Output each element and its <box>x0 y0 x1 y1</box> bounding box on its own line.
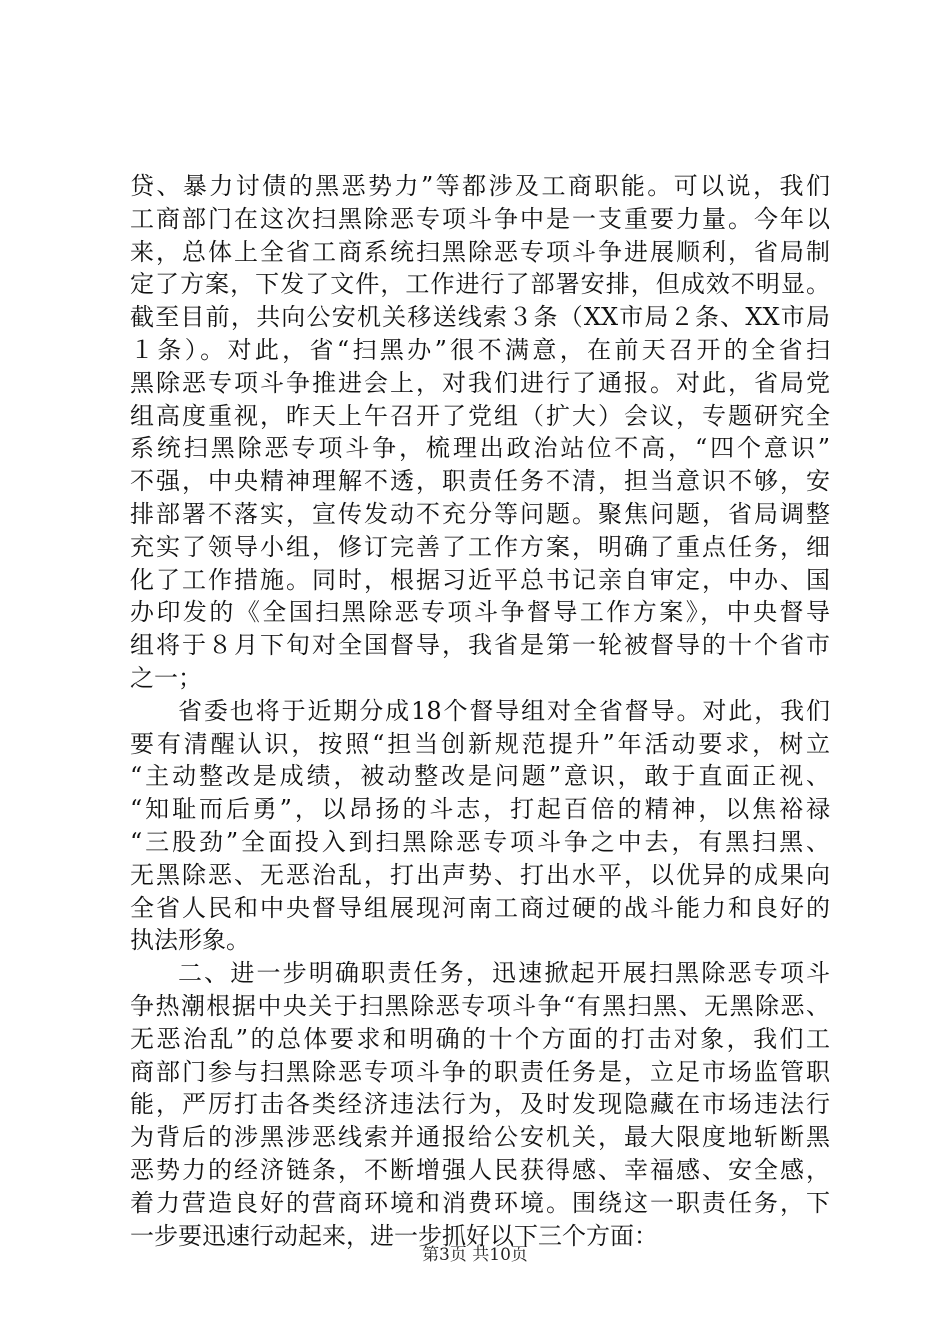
text-line: 贷、暴力讨债的黑恶势力”等都涉及工商职能。可以说，我们 <box>130 172 830 200</box>
text-line: 商部门参与扫黑除恶专项斗争的职责任务是，立足市场监管职 <box>130 1057 830 1086</box>
text-line: 工商部门在这次扫黑除恶专项斗争中是一支重要力量。今年以 <box>130 204 830 233</box>
text-line: 化了工作措施。同时，根据习近平总书记亲自审定，中办、国 <box>130 565 830 594</box>
text-line: 组将于８月下旬对全国督导，我省是第一轮被督导的十个省市 <box>130 631 830 660</box>
text-line: 办印发的《全国扫黑除恶专项斗争督导工作方案》，中央督导 <box>130 598 830 627</box>
text-line: 组高度重视，昨天上午召开了党组（扩大）会议，专题研究全 <box>130 401 830 430</box>
text-line: 要有清醒认识，按照“担当创新规范提升”年活动要求，树立 <box>130 729 830 758</box>
text-line: 之一； <box>130 663 202 692</box>
text-line: 全省人民和中央督导组展现河南工商过硬的战斗能力和良好的 <box>130 893 830 922</box>
text-line: 恶势力的经济链条，不断增强人民获得感、幸福感、安全感， <box>130 1155 830 1184</box>
text-line: 无恶治乱”的总体要求和明确的十个方面的打击对象，我们工 <box>130 1024 830 1053</box>
text-line: “知耻而后勇”，以昂扬的斗志，打起百倍的精神，以焦裕禄 <box>130 795 830 824</box>
text-line: １条）。对此，省“扫黑办”很不满意，在前天召开的全省扫 <box>130 335 830 364</box>
text-line: 截至目前，共向公安机关移送线索３条（XX市局２条、XX市局 <box>130 303 830 332</box>
text-line: 争热潮根据中央关于扫黑除恶专项斗争“有黑扫黑、无黑除恶、 <box>130 991 830 1020</box>
text-line: 充实了领导小组，修订完善了工作方案，明确了重点任务，细 <box>130 532 830 561</box>
body-text <box>130 170 830 1252</box>
paragraph-first-line: 省委也将于近期分成18个督导组对全省督导。对此，我们 <box>178 696 830 725</box>
text-line: 为背后的涉黑涉恶线索并通报给公安机关，最大限度地斩断黑 <box>130 1123 830 1152</box>
text-line: 一步要迅速行动起来，进一步抓好以下三个方面： <box>130 1221 658 1250</box>
text-line: 能，严厉打击各类经济违法行为，及时发现隐藏在市场违法行 <box>130 1090 830 1119</box>
text-line: 不强，中央精神理解不透，职责任务不清，担当意识不够，安 <box>130 467 830 496</box>
text-line: 执法形象。 <box>130 926 250 955</box>
section-heading-line: 二、进一步明确职责任务，迅速掀起开展扫黑除恶专项斗 <box>178 959 830 988</box>
text-line: “三股劲”全面投入到扫黑除恶专项斗争之中去，有黑扫黑、 <box>130 827 830 856</box>
text-line: 定了方案，下发了文件，工作进行了部署安排，但成效不明显。 <box>130 270 830 299</box>
page-footer: 第3页 共10页 <box>422 1245 528 1265</box>
text-line: 来，总体上全省工商系统扫黑除恶专项斗争进展顺利，省局制 <box>130 237 830 266</box>
text-line: 排部署不落实，宣传发动不充分等问题。聚焦问题，省局调整 <box>130 499 830 528</box>
text-line: 着力营造良好的营商环境和消费环境。围绕这一职责任务，下 <box>130 1188 830 1217</box>
text-line: “主动整改是成绩，被动整改是问题”意识，敢于直面正视、 <box>130 762 830 791</box>
text-line: 黑除恶专项斗争推进会上，对我们进行了通报。对此，省局党 <box>130 368 830 397</box>
text-line: 无黑除恶、无恶治乱，打出声势、打出水平，以优异的成果向 <box>130 860 830 889</box>
text-line: 系统扫黑除恶专项斗争，梳理出政治站位不高，“四个意识” <box>130 434 830 463</box>
